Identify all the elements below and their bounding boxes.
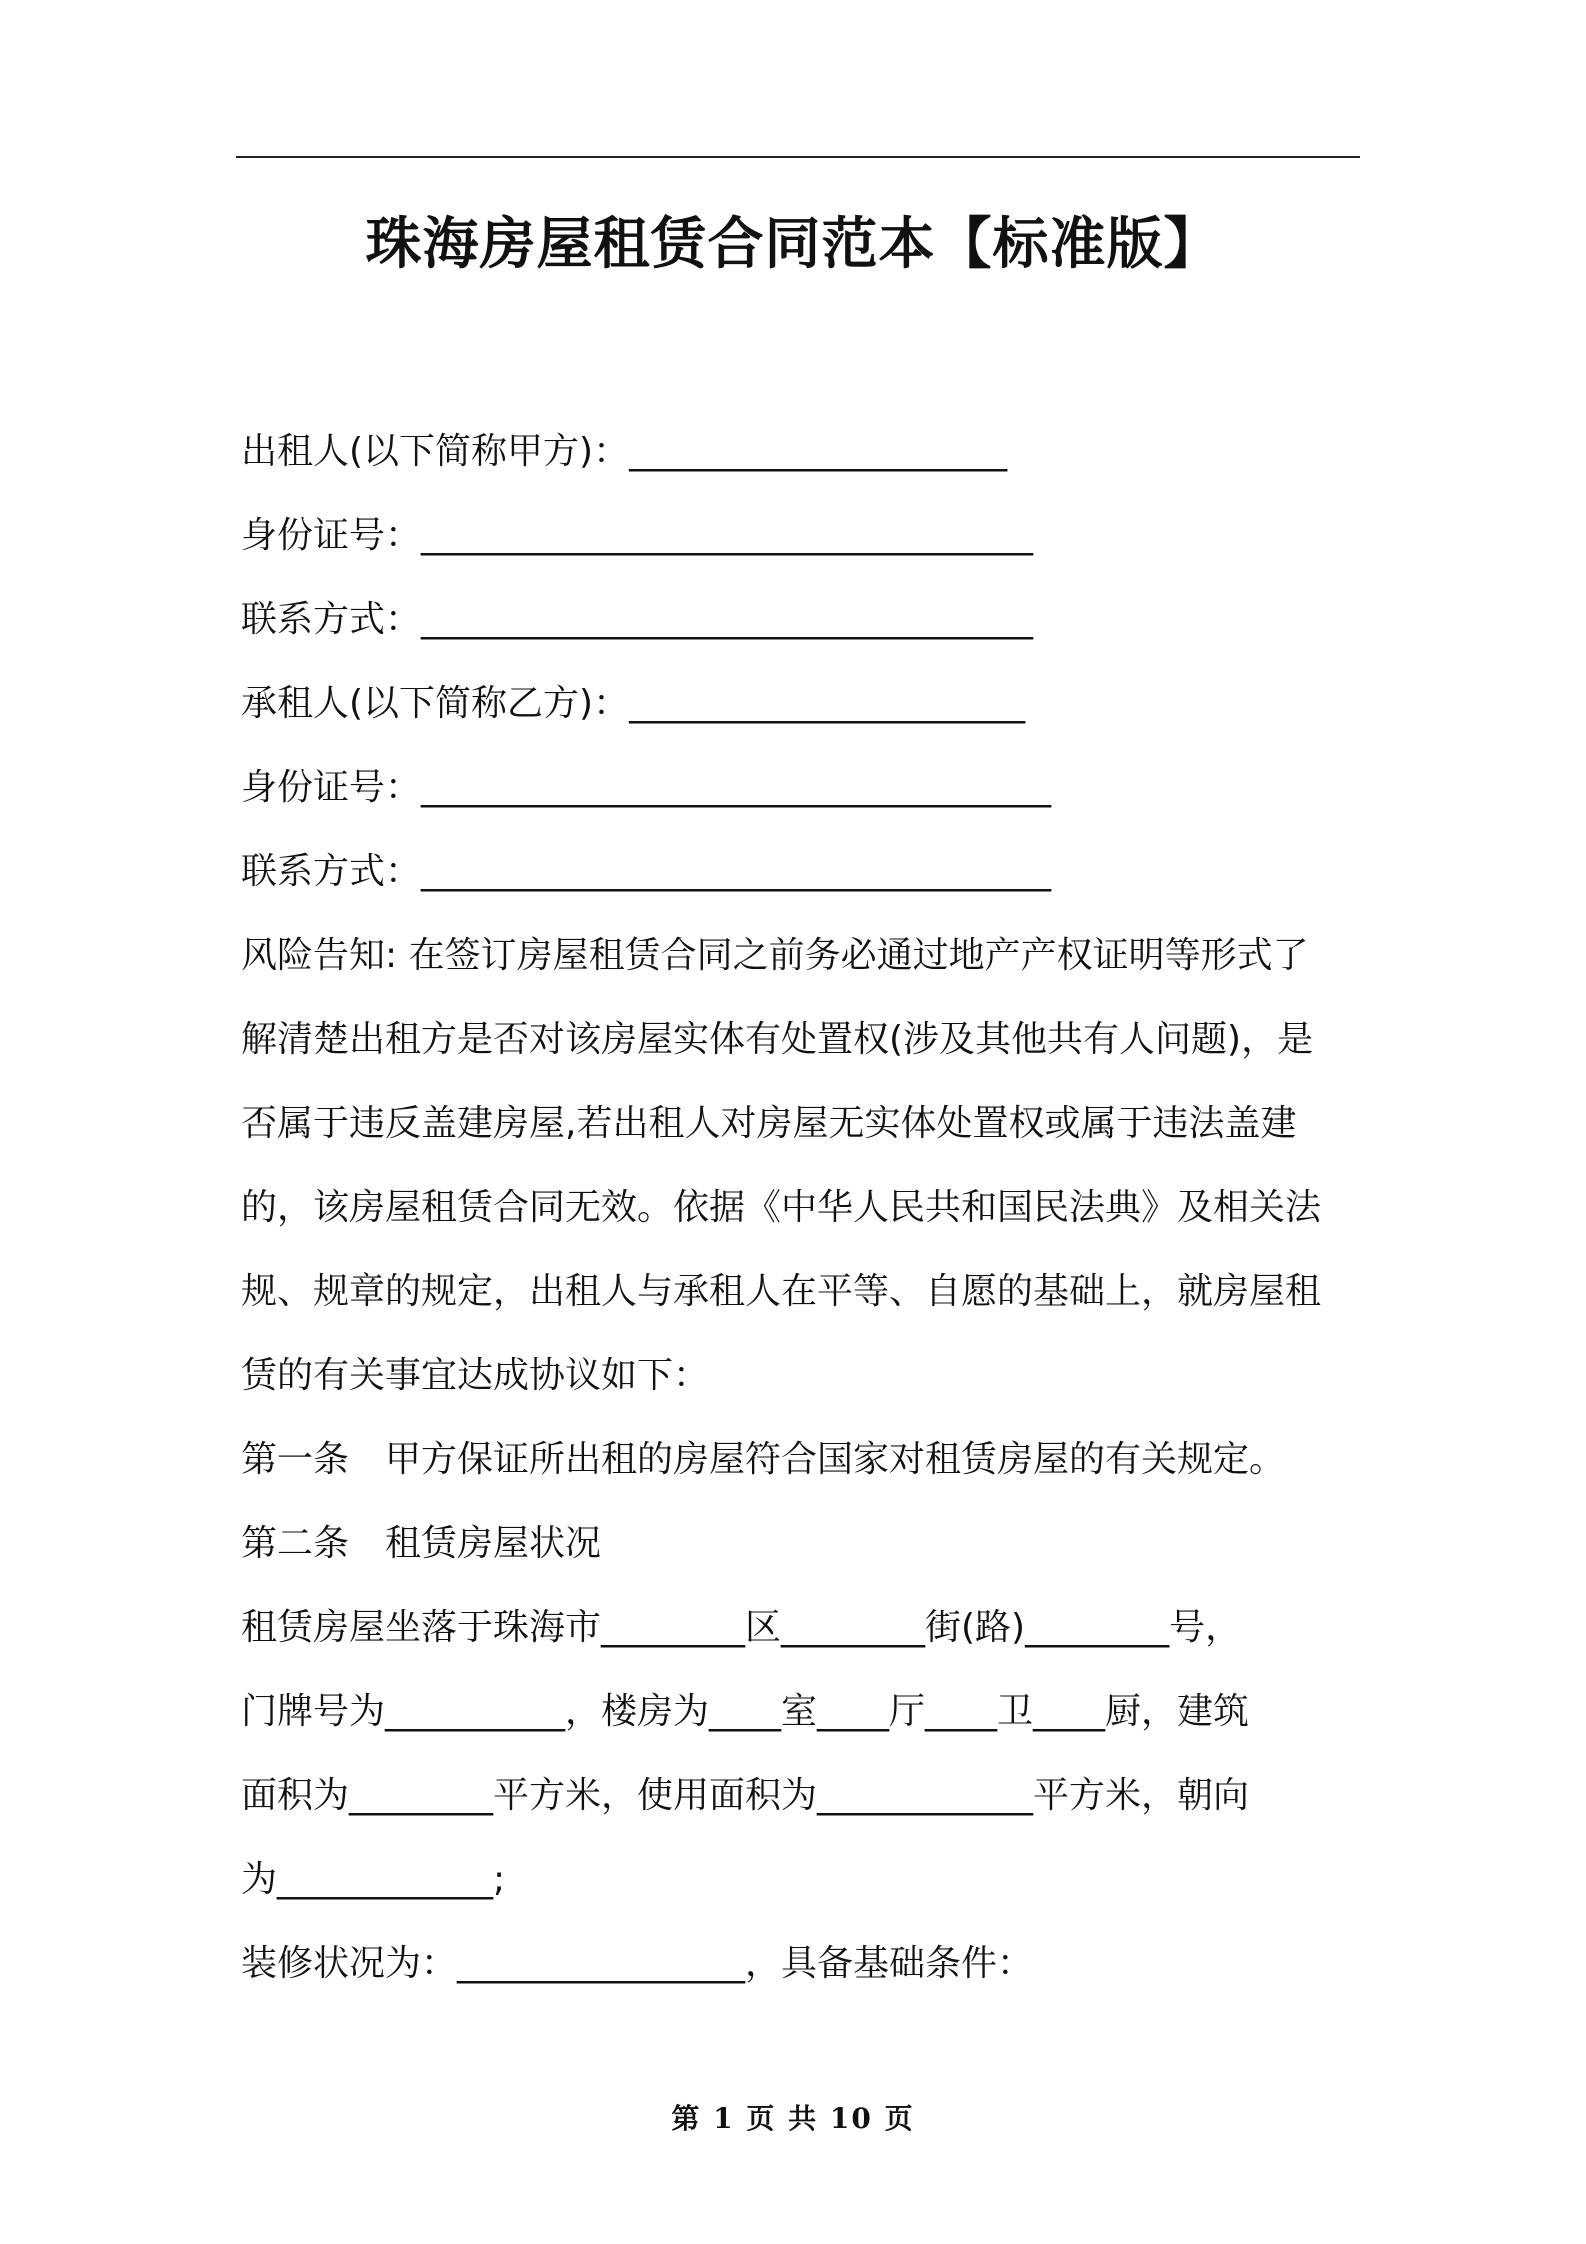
risk-notice-line: 赁的有关事宜达成协议如下： — [241, 1355, 710, 1396]
risk-notice-line: 否属于违反盖建房屋,若出租人对房屋无实体处置权或属于违法盖建 — [241, 1103, 1297, 1144]
lessor-line: 出租人(以下简称甲方)：_____________________ — [241, 431, 1008, 472]
article-1-line: 第一条 甲方保证所出租的房屋符合国家对租赁房屋的有关规定。 — [241, 1439, 1286, 1480]
lessor-contact-line: 联系方式：__________________________________ — [241, 599, 1034, 640]
risk-notice-line: 的，该房屋租赁合同无效。依据《中华人民共和国民法典》及相关法 — [241, 1187, 1322, 1228]
article-2-line: 为____________; — [241, 1859, 506, 1900]
risk-notice-line: 风险告知: 在签订房屋租赁合同之前务必通过地产产权证明等形式了 — [241, 935, 1309, 976]
article-2-line: 面积为________平方米，使用面积为____________平方米，朝向 — [241, 1775, 1250, 1816]
document-title: 珠海房屋租赁合同范本【标准版】 — [365, 212, 1221, 277]
lessee-id-line: 身份证号：___________________________________ — [241, 767, 1052, 808]
lessor-id-line: 身份证号：__________________________________ — [241, 515, 1034, 556]
article-2-line: 门牌号为__________，楼房为____室____厅____卫____厨，建筑 — [241, 1691, 1250, 1732]
page-footer: 第 1 页 共 10 页 — [671, 2102, 915, 2135]
document-body — [241, 410, 1359, 2006]
risk-notice-line: 解清楚出租方是否对该房屋实体有处置权(涉及其他共有人问题)，是 — [241, 1019, 1314, 1060]
lessee-contact-line: 联系方式：___________________________________ — [241, 851, 1052, 892]
lessee-line: 承租人(以下简称乙方)：______________________ — [241, 683, 1026, 724]
article-2-heading: 第二条 租赁房屋状况 — [241, 1523, 602, 1564]
risk-notice-line: 规、规章的规定，出租人与承租人在平等、自愿的基础上，就房屋租 — [241, 1271, 1322, 1312]
decoration-line: 装修状况为：________________，具备基础条件： — [241, 1943, 1034, 1984]
header-rule — [236, 156, 1360, 158]
article-2-line: 租赁房屋坐落于珠海市________区________街(路)________号， — [241, 1607, 1242, 1648]
